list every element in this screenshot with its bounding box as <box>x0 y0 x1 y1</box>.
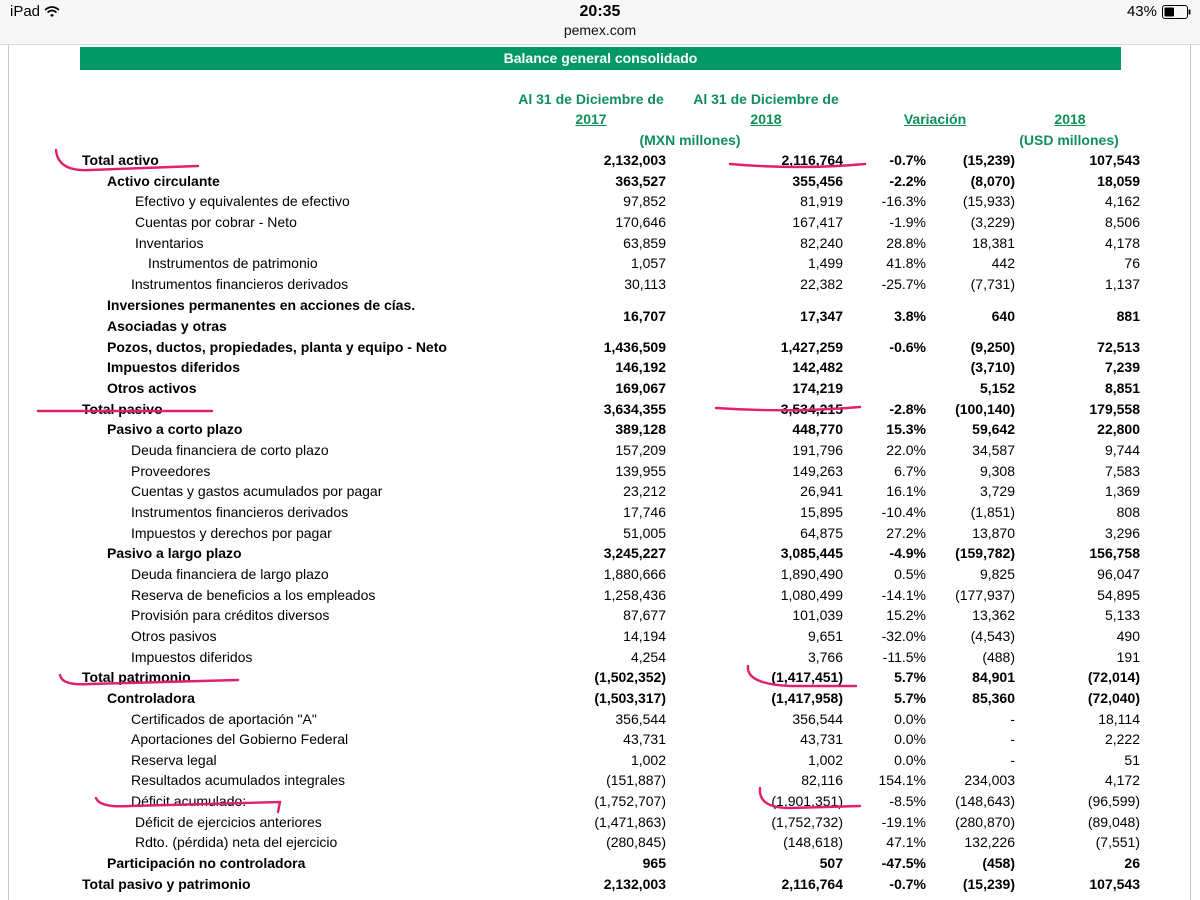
column-header-2018-line1: Al 31 de Diciembre de <box>693 91 839 107</box>
value-2018: 82,240 <box>800 234 843 251</box>
row-label: Instrumentos financieros derivados <box>131 503 349 520</box>
value-2018-usd: (7,551) <box>1095 834 1140 851</box>
value-2018-usd: 8,506 <box>1104 213 1140 230</box>
column-header-usd-year: 2018 <box>1054 111 1086 127</box>
variation-amount: (159,782) <box>955 545 1015 562</box>
table-row <box>0 150 1200 170</box>
table-row <box>0 171 1200 191</box>
column-header-2017-line1: Al 31 de Diciembre de <box>518 91 664 107</box>
value-2018: 101,039 <box>792 607 843 624</box>
table-row <box>0 274 1200 294</box>
row-label: Inventarios <box>135 234 204 251</box>
variation-amount: (280,870) <box>955 813 1015 830</box>
value-2018-usd: 5,133 <box>1104 607 1140 624</box>
row-label: Pasivo a largo plazo <box>107 545 242 562</box>
table-row <box>0 832 1200 852</box>
value-2017: 16,707 <box>623 307 666 324</box>
value-2018-usd: 72,513 <box>1097 338 1140 355</box>
row-label: Cuentas por cobrar - Neto <box>135 213 297 230</box>
row-label: Pozos, ductos, propiedades, planta y equipo - Neto <box>107 338 447 355</box>
variation-amount: (458) <box>982 855 1015 872</box>
variation-percent: 41.8% <box>886 255 926 272</box>
variation-amount: (3,710) <box>970 359 1015 376</box>
variation-amount: 34,587 <box>972 441 1015 458</box>
variation-amount: - <box>1010 751 1015 768</box>
value-2018-usd: 7,239 <box>1104 359 1140 376</box>
value-2018-usd: 3,296 <box>1104 524 1140 541</box>
variation-percent: 15.3% <box>886 421 926 438</box>
table-row <box>0 212 1200 232</box>
variation-amount: 59,642 <box>972 421 1015 438</box>
value-2018: 64,875 <box>800 524 843 541</box>
variation-percent: 28.8% <box>886 234 926 251</box>
value-2017: (1,471,863) <box>594 813 666 830</box>
table-row <box>0 191 1200 211</box>
variation-amount: (148,643) <box>955 793 1015 810</box>
row-label: Impuestos y derechos por pagar <box>131 524 332 541</box>
table-row <box>0 502 1200 522</box>
value-2017: 2,132,003 <box>603 875 666 892</box>
table-row <box>0 874 1200 894</box>
table-row <box>0 440 1200 460</box>
value-2017: (1,502,352) <box>594 669 666 686</box>
value-2018-usd: 1,369 <box>1104 483 1140 500</box>
variation-percent: -16.3% <box>881 193 926 210</box>
value-2018: 81,919 <box>800 193 843 210</box>
variation-percent: -4.9% <box>889 545 926 562</box>
row-label: Otros pasivos <box>131 627 217 644</box>
row-label: Instrumentos de patrimonio <box>148 255 318 272</box>
value-2018-usd: 7,583 <box>1104 462 1140 479</box>
row-label-line2: Asociadas y otras <box>107 317 227 334</box>
variation-percent: 154.1% <box>878 772 926 789</box>
variation-percent: -8.5% <box>889 793 926 810</box>
variation-percent: -0.7% <box>889 152 926 168</box>
value-2018: 9,651 <box>807 627 843 644</box>
units-note-usd: (USD millones) <box>1019 132 1119 148</box>
variation-amount: 84,901 <box>972 669 1015 686</box>
value-2018: (1,417,958) <box>771 689 843 706</box>
value-2017: 30,113 <box>624 275 666 292</box>
status-bar <box>0 0 1200 45</box>
variation-percent: -32.0% <box>881 627 926 644</box>
value-2018: 2,116,764 <box>781 875 843 892</box>
value-2017: 169,067 <box>615 379 666 396</box>
variation-percent: -0.7% <box>889 875 926 892</box>
variation-amount: 85,360 <box>972 689 1015 706</box>
variation-percent: 0.0% <box>894 751 926 768</box>
value-2017: 139,955 <box>615 462 666 479</box>
value-2017: 87,677 <box>623 607 666 624</box>
value-2017: 1,258,436 <box>603 586 666 603</box>
row-label: Déficit acumulado: <box>131 793 247 810</box>
value-2018-usd: 18,114 <box>1098 710 1140 727</box>
variation-amount: (100,140) <box>955 400 1015 417</box>
value-2017: 97,852 <box>623 193 666 210</box>
table-row <box>0 750 1200 770</box>
value-2018-usd: 18,059 <box>1097 172 1140 189</box>
device-name: iPad <box>10 3 41 20</box>
value-2018: 2,116,764 <box>781 152 843 168</box>
table-row <box>0 812 1200 832</box>
value-2018: 142,482 <box>792 359 843 376</box>
variation-amount: (9,250) <box>970 338 1015 355</box>
value-2017: 1,057 <box>630 255 666 272</box>
row-label: Reserva legal <box>131 751 217 768</box>
variation-amount: 3,729 <box>979 483 1015 500</box>
value-2018: 507 <box>819 855 843 872</box>
row-label: Deuda financiera de largo plazo <box>131 565 329 582</box>
variation-amount: 18,381 <box>972 234 1015 251</box>
table-row <box>0 688 1200 708</box>
variation-percent: 0.5% <box>894 565 926 582</box>
variation-amount: (15,239) <box>962 875 1015 892</box>
table-row <box>0 729 1200 749</box>
variation-percent: 5.7% <box>894 669 926 686</box>
value-2018: 1,080,499 <box>780 586 843 603</box>
row-label: Resultados acumulados integrales <box>131 772 346 789</box>
table-row <box>0 253 1200 273</box>
value-2018: (148,618) <box>783 834 843 851</box>
value-2018: 22,382 <box>800 275 843 292</box>
row-label: Deuda financiera de corto plazo <box>131 441 329 458</box>
value-2018: 26,941 <box>800 483 843 500</box>
variation-percent: 15.2% <box>886 607 926 624</box>
variation-percent: -1.9% <box>889 213 926 230</box>
value-2018: 17,347 <box>800 307 843 324</box>
value-2017: 170,646 <box>615 213 666 230</box>
document-title: Balance general consolidado <box>80 47 1121 70</box>
value-2018: 43,731 <box>800 731 843 748</box>
variation-percent: 16.1% <box>886 483 926 500</box>
battery-percentage: 43% <box>1126 3 1157 20</box>
value-2018: 191,796 <box>792 441 843 458</box>
variation-percent: 6.7% <box>894 462 926 479</box>
variation-amount: 5,152 <box>979 379 1015 396</box>
column-header-2018 <box>680 89 852 129</box>
value-2018-usd: 490 <box>1116 627 1140 644</box>
row-label: Activo circulante <box>107 172 220 189</box>
row-label: Déficit de ejercicios anteriores <box>135 813 322 830</box>
row-label: Otros activos <box>107 379 197 396</box>
table-row <box>0 378 1200 398</box>
row-label: Controladora <box>107 689 195 706</box>
value-2018: 3,766 <box>807 648 843 665</box>
value-2017: (1,752,707) <box>594 793 666 810</box>
value-2018: (1,417,451) <box>771 669 843 686</box>
variation-amount: 9,308 <box>979 462 1015 479</box>
row-label: Cuentas y gastos acumulados por pagar <box>131 483 383 500</box>
value-2018-usd: 107,543 <box>1089 875 1140 892</box>
variation-amount: (8,070) <box>970 172 1015 189</box>
value-2018: (1,901,351) <box>771 793 843 810</box>
value-2018-usd: 4,162 <box>1104 193 1140 210</box>
variation-percent: -25.7% <box>881 275 926 292</box>
table-row <box>0 461 1200 481</box>
value-2017: 157,209 <box>615 441 666 458</box>
value-2017: (151,887) <box>606 772 666 789</box>
value-2017: 14,194 <box>623 627 666 644</box>
value-2018-usd: 4,178 <box>1104 234 1140 251</box>
value-2018-usd: 22,800 <box>1097 421 1140 438</box>
value-2017: 356,544 <box>615 710 666 727</box>
row-label: Pasivo a corto plazo <box>107 421 243 438</box>
variation-percent: 47.1% <box>886 834 926 851</box>
table-row <box>0 523 1200 543</box>
row-label: Impuestos diferidos <box>131 648 253 665</box>
value-2018-usd: 96,047 <box>1097 565 1140 582</box>
variation-amount: 640 <box>991 307 1015 324</box>
value-2018-usd: 1,137 <box>1104 275 1140 292</box>
value-2018-usd: (89,048) <box>1087 813 1140 830</box>
row-label: Provisión para créditos diversos <box>131 607 330 624</box>
value-2017: 4,254 <box>630 648 666 665</box>
variation-amount: - <box>1010 731 1015 748</box>
value-2018: 448,770 <box>792 421 843 438</box>
value-2017: 23,212 <box>623 483 666 500</box>
value-2017: 1,880,666 <box>603 565 666 582</box>
table-row <box>0 419 1200 439</box>
table-row <box>0 605 1200 625</box>
variation-percent: -19.1% <box>881 813 926 830</box>
value-2018-usd: 179,558 <box>1089 400 1140 417</box>
table-row <box>0 399 1200 419</box>
table-row <box>0 564 1200 584</box>
variation-amount: - <box>1010 710 1015 727</box>
value-2018-usd: 76 <box>1124 255 1140 272</box>
value-2018-usd: (72,014) <box>1087 669 1140 686</box>
value-2017: (280,845) <box>606 834 666 851</box>
variation-amount: 132,226 <box>964 834 1015 851</box>
value-2018-usd: 156,758 <box>1089 545 1140 562</box>
variation-percent: 0.0% <box>894 731 926 748</box>
table-row <box>0 543 1200 563</box>
variation-percent: -2.8% <box>889 400 926 417</box>
variation-percent: -10.4% <box>881 503 926 520</box>
row-label: Rdto. (pérdida) neta del ejercicio <box>135 834 338 851</box>
value-2018: 356,544 <box>792 710 843 727</box>
value-2018: 149,263 <box>792 462 843 479</box>
variation-amount: 13,870 <box>972 524 1015 541</box>
variation-percent: 27.2% <box>886 524 926 541</box>
value-2018-usd: 881 <box>1116 307 1140 324</box>
variation-amount: 234,003 <box>964 772 1015 789</box>
table-row <box>0 791 1200 811</box>
value-2017: 1,436,509 <box>603 338 666 355</box>
variation-amount: (7,731) <box>970 275 1015 292</box>
column-header-2017 <box>505 89 677 129</box>
value-2018: 167,417 <box>792 213 843 230</box>
value-2017: 146,192 <box>615 359 666 376</box>
url-label[interactable]: pemex.com <box>563 22 637 38</box>
value-2018-usd: 9,744 <box>1104 441 1140 458</box>
row-label: Instrumentos financieros derivados <box>131 275 349 292</box>
variation-percent: -2.2% <box>889 172 926 189</box>
value-2017: 363,527 <box>615 172 666 189</box>
value-2017: 1,002 <box>630 751 666 768</box>
value-2017: 43,731 <box>623 731 666 748</box>
table-row <box>0 233 1200 253</box>
value-2018-usd: 191 <box>1116 648 1140 665</box>
value-2018-usd: 107,543 <box>1089 152 1140 168</box>
table-row <box>0 853 1200 873</box>
row-label: Impuestos diferidos <box>107 359 241 376</box>
value-2017: 17,746 <box>623 503 666 520</box>
variation-percent: 22.0% <box>886 441 926 458</box>
table-row <box>0 667 1200 687</box>
row-label: Total patrimonio <box>82 669 191 686</box>
value-2018: 1,499 <box>807 255 843 272</box>
row-label: Participación no controladora <box>107 855 306 872</box>
row-label: Total pasivo y patrimonio <box>82 875 251 892</box>
row-label: Proveedores <box>131 462 211 479</box>
value-2017: 3,634,355 <box>603 400 666 417</box>
value-2018-usd: 54,895 <box>1097 586 1140 603</box>
table-row <box>0 295 1200 337</box>
table-row <box>0 481 1200 501</box>
variation-amount: (488) <box>982 648 1015 665</box>
variation-amount: (177,937) <box>955 586 1015 603</box>
value-2018: 1,427,259 <box>780 338 843 355</box>
value-2017: 3,245,227 <box>603 545 666 562</box>
variation-amount: (1,851) <box>970 503 1015 520</box>
variation-percent: -11.5% <box>882 648 926 665</box>
clock: 20:35 <box>579 3 621 20</box>
value-2018-usd: 4,172 <box>1104 772 1140 789</box>
table-row <box>0 626 1200 646</box>
table-row <box>0 647 1200 667</box>
value-2018-usd: 8,851 <box>1104 379 1140 396</box>
value-2017: 63,859 <box>623 234 666 251</box>
variation-percent: -47.5% <box>881 855 926 872</box>
variation-percent: -14.1% <box>881 586 926 603</box>
row-label: Inversiones permanentes en acciones de cías. <box>107 296 416 313</box>
column-header-variacion: Variación <box>903 111 967 127</box>
value-2018-usd: 26 <box>1124 855 1140 872</box>
value-2018-usd: (96,599) <box>1087 793 1140 810</box>
row-label: Reserva de beneficios a los empleados <box>131 586 376 603</box>
value-2018: 3,534,215 <box>780 400 843 417</box>
row-label: Certificados de aportación "A" <box>131 710 317 727</box>
variation-amount: (3,229) <box>970 213 1015 230</box>
value-2018: 82,116 <box>801 772 843 789</box>
value-2018: 355,456 <box>792 172 843 189</box>
row-label: Aportaciones del Gobierno Federal <box>131 731 349 748</box>
battery-icon <box>1162 5 1192 19</box>
variation-percent: -0.6% <box>889 338 926 355</box>
table-row <box>0 357 1200 377</box>
value-2017: 965 <box>642 855 666 872</box>
variation-percent: 3.8% <box>894 307 926 324</box>
row-label: Total pasivo <box>82 400 163 417</box>
variation-percent: 0.0% <box>894 710 926 727</box>
row-label: Efectivo y equivalentes de efectivo <box>135 193 350 210</box>
value-2018-usd: (72,040) <box>1087 689 1140 706</box>
value-2018-usd: 51 <box>1124 751 1140 768</box>
value-2018: 1,002 <box>807 751 843 768</box>
table-row <box>0 585 1200 605</box>
value-2017: (1,503,317) <box>594 689 666 706</box>
column-header-2018-year: 2018 <box>750 111 782 127</box>
table-row <box>0 709 1200 729</box>
variation-percent: 5.7% <box>894 689 926 706</box>
variation-amount: 9,825 <box>979 565 1015 582</box>
units-note-mxn: (MXN millones) <box>639 132 741 148</box>
variation-amount: (4,543) <box>970 627 1015 644</box>
value-2018: 15,895 <box>800 503 843 520</box>
table-row <box>0 337 1200 357</box>
value-2018: (1,752,732) <box>771 813 843 830</box>
value-2017: 51,005 <box>623 524 666 541</box>
value-2018: 3,085,445 <box>780 545 843 562</box>
table-row <box>0 770 1200 790</box>
value-2018-usd: 808 <box>1116 503 1140 520</box>
variation-amount: 442 <box>991 255 1015 272</box>
column-header-2017-year: 2017 <box>575 111 607 127</box>
variation-amount: 13,362 <box>972 607 1015 624</box>
value-2018: 174,219 <box>792 379 843 396</box>
value-2018: 1,890,490 <box>780 565 843 582</box>
value-2018-usd: 2,222 <box>1104 731 1140 748</box>
value-2017: 389,128 <box>615 421 666 438</box>
row-label: Total activo <box>82 152 159 168</box>
value-2017: 2,132,003 <box>603 152 666 168</box>
variation-amount: (15,239) <box>962 152 1015 168</box>
variation-amount: (15,933) <box>962 193 1015 210</box>
